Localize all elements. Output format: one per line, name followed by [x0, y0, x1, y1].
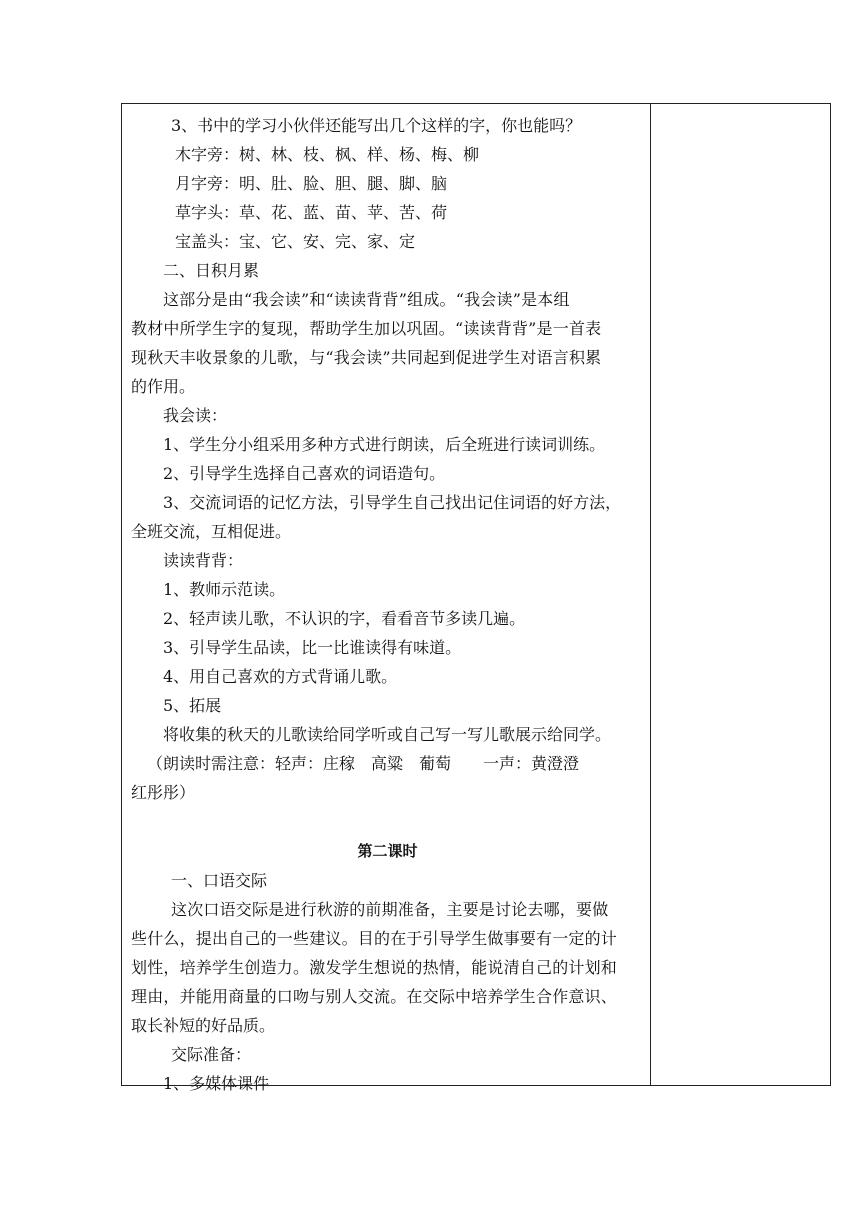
text-line: 将收集的秋天的儿歌读给同学听或自己写一写儿歌展示给同学。	[163, 725, 612, 744]
text-line: 读读背背：	[163, 551, 244, 570]
text-line: 红彤彤）	[131, 783, 196, 802]
text-line: 4、用自己喜欢的方式背诵儿歌。	[163, 667, 398, 686]
spacer	[131, 807, 644, 837]
text-line: 全班交流，互相促进。	[131, 522, 292, 541]
text-line: 5、拓展	[163, 696, 222, 715]
text-line: （朗读时需注意：轻声：庄稼 高粱 葡萄 一声：黄澄澄	[147, 754, 580, 773]
text-line: 1、教师示范读。	[163, 580, 286, 599]
text-line: 我会读：	[163, 406, 228, 425]
text-line: 3、书中的学习小伙伴还能写出几个这样的字，你也能吗？	[171, 116, 582, 135]
text-line: 划性，培养学生创造力。激发学生想说的热情，能说清自己的计划和	[131, 958, 618, 977]
text-line: 1、学生分小组采用多种方式进行朗读，后全班进行读词训练。	[163, 435, 606, 454]
text-line: 交际准备：	[171, 1045, 252, 1064]
text-line: 月字旁：明、肚、脸、胆、腿、脚、脑	[175, 174, 448, 193]
text-line: 2、引导学生选择自己喜欢的词语造句。	[163, 464, 446, 483]
text-line: 这次口语交际是进行秋游的前期准备，主要是讨论去哪，要做	[171, 900, 609, 919]
text-line: 取长补短的好品质。	[131, 1016, 276, 1035]
main-content-cell	[131, 111, 644, 1098]
text-line: 的作用。	[131, 377, 196, 396]
text-line: 2、轻声读儿歌，不认识的字，看看音节多读几遍。	[163, 609, 526, 628]
text-line: 教材中所学生字的复现，帮助学生加以巩固。“读读背背”是一首表	[131, 319, 602, 338]
section-heading: 一、口语交际	[171, 871, 268, 890]
text-line: 3、交流词语的记忆方法，引导学生自己找出记住词语的好方法，	[163, 493, 622, 512]
lesson-plan-table	[121, 103, 831, 1093]
text-line: 3、引导学生品读，比一比谁读得有味道。	[163, 638, 462, 657]
text-line: 草字头：草、花、蓝、苗、苹、苦、荷	[175, 203, 448, 222]
text-line: 1、多媒体课件	[163, 1074, 270, 1093]
notes-column-cell	[651, 104, 830, 1085]
text-line: 现秋天丰收景象的儿歌，与“我会读”共同起到促进学生对语言积累	[131, 348, 602, 367]
lesson-heading: 第二课时	[357, 842, 418, 860]
text-line: 木字旁：树、林、枝、枫、样、杨、梅、柳	[175, 145, 480, 164]
text-line: 理由，并能用商量的口吻与别人交流。在交际中培养学生合作意识、	[131, 987, 618, 1006]
text-line: 宝盖头：宝、它、安、完、家、定	[175, 232, 416, 251]
section-heading: 二、日积月累	[163, 261, 260, 280]
text-line: 些什么，提出自己的一些建议。目的在于引导学生做事要有一定的计	[131, 929, 618, 948]
text-line: 这部分是由“我会读”和“读读背背”组成。“我会读”是本组	[163, 290, 570, 309]
